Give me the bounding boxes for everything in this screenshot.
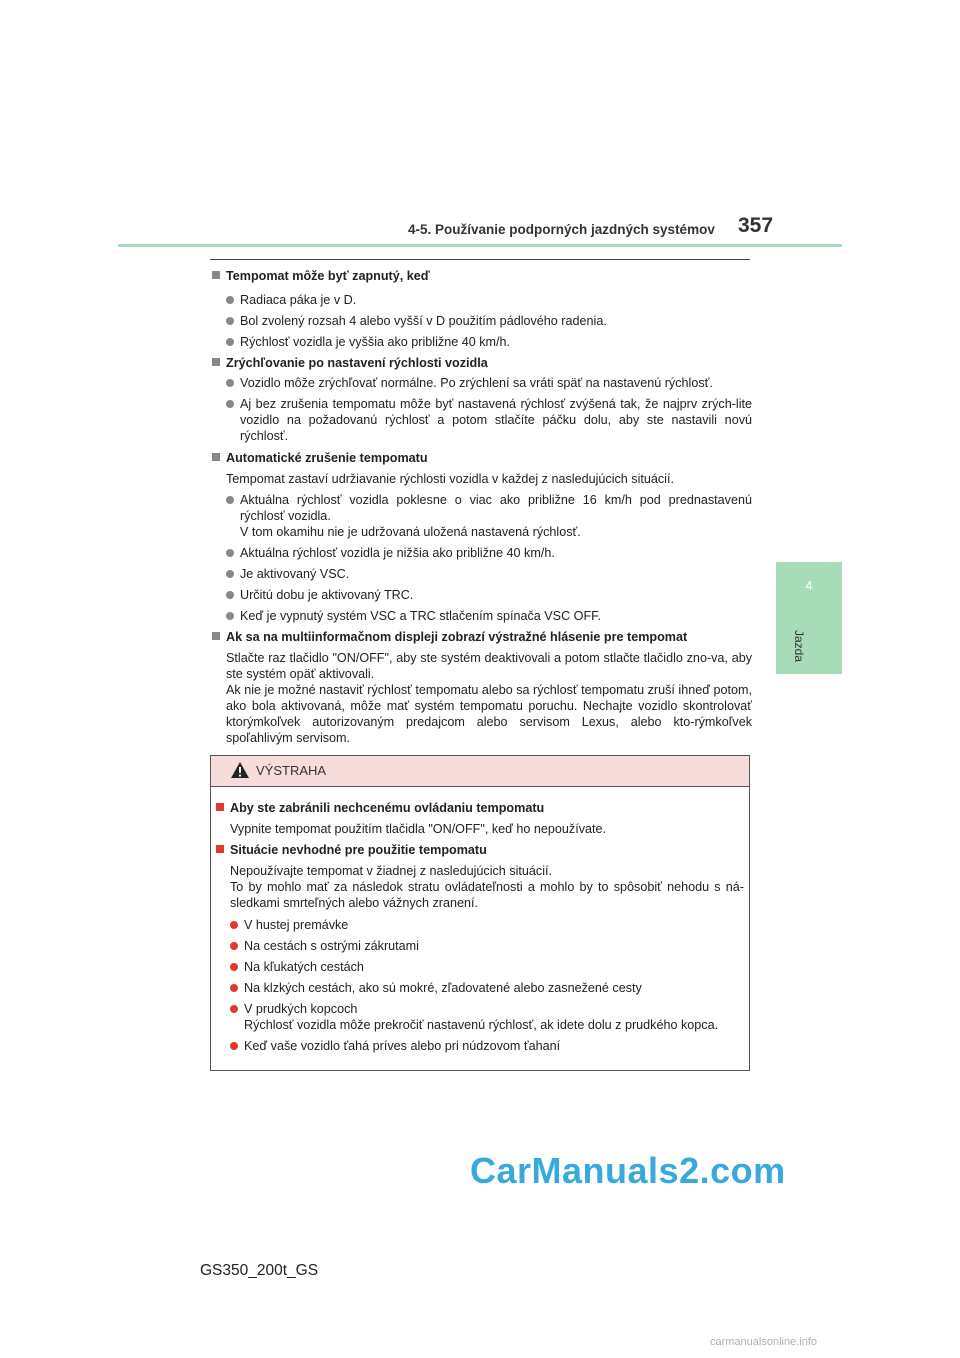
watermark: CarManuals2.com bbox=[470, 1150, 786, 1191]
bullet-icon bbox=[230, 1005, 238, 1013]
section-heading: Automatické zrušenie tempomatu bbox=[212, 450, 752, 466]
bullet-icon bbox=[226, 549, 234, 557]
warning-text: Vypnite tempomat použitím tlačidla "ON/OFF", keď ho nepoužívate. bbox=[230, 822, 607, 836]
warning-icon bbox=[230, 761, 250, 779]
bullet-icon bbox=[226, 570, 234, 578]
bullet-icon bbox=[226, 496, 234, 504]
footer-model: GS350_200t_GS bbox=[200, 1262, 319, 1279]
section-paragraph: Ak nie je možné nastaviť rýchlosť tempomatu alebo sa rýchlosť tempomatu zruší ihneď potom, ako bola aktivovaná, môže mať systém tempomatu poruchu. Nechajte vozidlo skontrolovať ktorýmkoľvek autorizovaným predajcom alebo servisom Lexus, alebo kto-rýmkoľvek spoľahlivým servisom. bbox=[226, 683, 752, 745]
footer-url: carmanualsonline.info bbox=[710, 1336, 818, 1348]
square-bullet-icon bbox=[212, 632, 220, 640]
warning-text: To by mohlo mať za následok stratu ovládateľnosti a mohlo by to spôsobiť nehodu s ná-sledkami smrteľných alebo vážnych zranení. bbox=[230, 880, 744, 910]
chapter-number: 4 bbox=[805, 578, 813, 593]
section-title: 4-5. Používanie podporných jazdných systémov bbox=[408, 222, 715, 237]
bullet-icon bbox=[226, 296, 234, 304]
square-bullet-icon bbox=[212, 358, 220, 366]
section-intro: Tempomat zastaví udržiavanie rýchlosti vozidla v každej z nasledujúcich situácií. bbox=[226, 472, 674, 486]
bullet-icon bbox=[226, 379, 234, 387]
bullet-icon bbox=[226, 338, 234, 346]
warning-text: Nepoužívajte tempomat v žiadnej z nasledujúcich situácií. bbox=[230, 864, 553, 878]
bullet-icon bbox=[226, 591, 234, 599]
warning-heading: Situácie nevhodné pre použitie tempomatu bbox=[216, 842, 756, 858]
section-heading: Zrýchľovanie po nastavení rýchlosti vozidla bbox=[212, 355, 752, 371]
bullet-icon bbox=[226, 400, 234, 408]
bullet-icon bbox=[230, 921, 238, 929]
bullet-icon bbox=[226, 612, 234, 620]
bullet-icon bbox=[230, 963, 238, 971]
warning-title: VÝSTRAHA bbox=[256, 763, 327, 778]
square-bullet-icon bbox=[216, 803, 224, 811]
bullet-icon bbox=[226, 317, 234, 325]
bullet-icon bbox=[230, 984, 238, 992]
square-bullet-icon bbox=[212, 453, 220, 461]
header-rule bbox=[118, 244, 842, 247]
bullet-icon bbox=[230, 1042, 238, 1050]
content-top-rule bbox=[210, 259, 750, 260]
square-bullet-icon bbox=[212, 271, 220, 279]
section-heading: Tempomat môže byť zapnutý, keď bbox=[212, 268, 752, 284]
square-bullet-icon bbox=[216, 845, 224, 853]
warning-heading: Aby ste zabránili nechcenému ovládaniu tempomatu bbox=[216, 800, 756, 816]
page-number: 357 bbox=[738, 214, 774, 237]
section-paragraph: Stlačte raz tlačidlo "ON/OFF", aby ste systém deaktivovali a potom stlačte tlačidlo zno-va, aby ste systém opäť aktivovali. bbox=[226, 651, 752, 681]
section-heading: Ak sa na multiinformačnom displeji zobrazí výstražné hlásenie pre tempomat bbox=[212, 629, 752, 645]
bullet-icon bbox=[230, 942, 238, 950]
chapter-label: Jazda bbox=[792, 630, 806, 663]
